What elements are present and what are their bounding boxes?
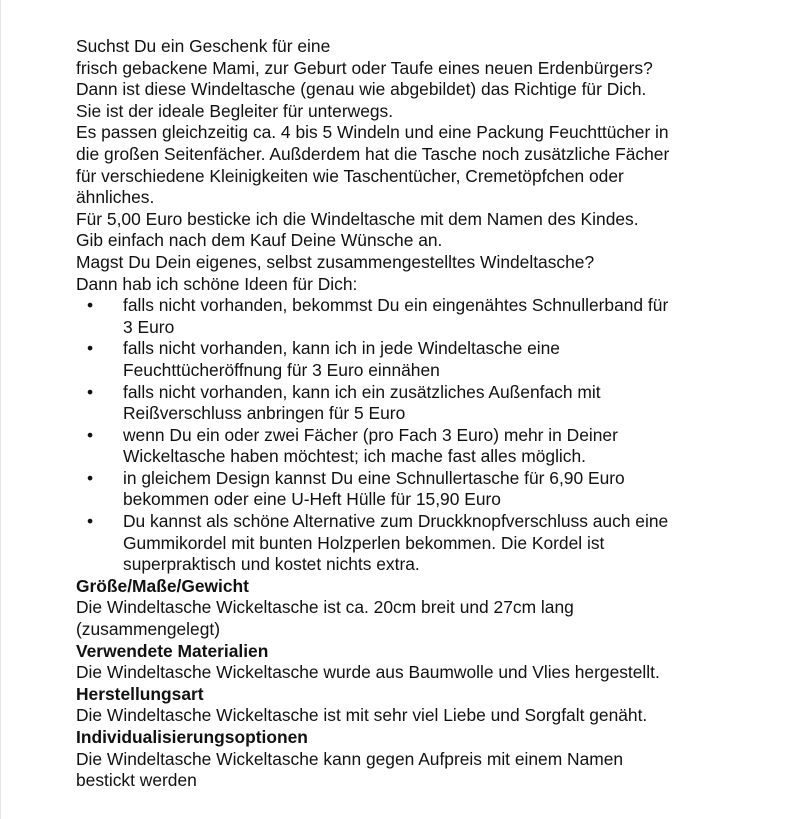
section-size <box>76 576 776 641</box>
bullet-icon: • <box>87 424 94 445</box>
list-item-text: 3 Euro <box>123 316 175 337</box>
text-line: die großen Seitenfächer. Außderdem hat die Tasche noch zusätzliche Fächer <box>76 143 670 164</box>
list-item-text: Gummikordel mit bunten Holzperlen bekommen. Die Kordel ist <box>123 532 605 553</box>
list-item-text: Du kannst als schöne Alternative zum Druckknopfverschluss auch eine <box>123 511 669 532</box>
list-item <box>76 295 776 338</box>
section-personalization <box>76 727 776 792</box>
list-item <box>76 511 776 576</box>
section-manufacturing <box>76 684 776 727</box>
text-line: Dann ist diese Windeltasche (genau wie abgebildet) das Richtige für Dich. <box>76 79 647 100</box>
bullet-icon: • <box>87 381 94 402</box>
text-line: Magst Du Dein eigenes, selbst zusammengestelltes Windeltasche? <box>76 251 595 272</box>
list-item-text: bekommen oder eine U-Heft Hülle für 15,90 Euro <box>123 489 501 510</box>
bullet-icon: • <box>87 511 94 532</box>
text-line: bestickt werden <box>76 770 197 791</box>
options-list <box>76 295 776 576</box>
section-heading: Individualisierungsoptionen <box>76 727 308 747</box>
list-item-text: in gleichem Design kannst Du eine Schnullertasche für 6,90 Euro <box>123 467 625 488</box>
text-line: Die Windeltasche Wickeltasche wurde aus Baumwolle und Vlies hergestellt. <box>76 662 660 683</box>
text-line: Die Windeltasche Wickeltasche ist ca. 20cm breit und 27cm lang <box>76 597 574 618</box>
bullet-icon: • <box>87 467 94 488</box>
list-item-text: falls nicht vorhanden, bekommst Du ein eingenähtes Schnullerband für <box>123 295 669 316</box>
list-item <box>76 468 776 511</box>
list-item-text: Wickeltasche haben möchtest; ich mache fast alles möglich. <box>123 446 586 467</box>
text-line: Für 5,00 Euro besticke ich die Windeltasche mit dem Namen des Kindes. <box>76 208 639 229</box>
list-item-text: Reißverschluss anbringen für 5 Euro <box>123 403 406 424</box>
text-line: (zusammengelegt) <box>76 619 221 640</box>
list-item <box>76 382 776 425</box>
document-page <box>76 36 776 792</box>
text-line: Dann hab ich schöne Ideen für Dich: <box>76 273 358 294</box>
list-item-text: falls nicht vorhanden, kann ich in jede Windeltasche eine <box>123 338 560 359</box>
section-heading: Verwendete Materialien <box>76 640 269 661</box>
list-item-text: wenn Du ein oder zwei Fächer (pro Fach 3 Euro) mehr in Deiner <box>123 424 618 445</box>
bullet-icon: • <box>87 295 94 316</box>
page-edge <box>0 0 1 819</box>
list-item <box>76 338 776 381</box>
text-line: Gib einfach nach dem Kauf Deine Wünsche an. <box>76 230 443 251</box>
intro-paragraph <box>76 36 776 295</box>
list-item-text: superpraktisch und kostet nichts extra. <box>123 554 420 575</box>
text-line: Es passen gleichzeitig ca. 4 bis 5 Windeln und eine Packung Feuchttücher in <box>76 122 669 143</box>
text-line: Die Windeltasche Wickeltasche kann gegen Aufpreis mit einem Namen <box>76 748 624 769</box>
text-line: für verschiedene Kleinigkeiten wie Taschentücher, Cremetöpfchen oder <box>76 165 624 186</box>
section-heading: Herstellungsart <box>76 683 204 704</box>
list-item-text: Feuchttücheröffnung für 3 Euro einnähen <box>123 359 440 380</box>
list-item-text: falls nicht vorhanden, kann ich ein zusätzliches Außenfach mit <box>123 381 601 402</box>
section-materials <box>76 641 776 684</box>
text-line: Sie ist der ideale Begleiter für unterwegs. <box>76 100 394 121</box>
text-line: Suchst Du ein Geschenk für eine <box>76 36 331 56</box>
text-line: Die Windeltasche Wickeltasche ist mit sehr viel Liebe und Sorgfalt genäht. <box>76 705 648 726</box>
bullet-icon: • <box>87 338 94 359</box>
section-heading: Größe/Maße/Gewicht <box>76 575 249 596</box>
list-item <box>76 425 776 468</box>
text-line: ähnliches. <box>76 187 155 208</box>
text-line: frisch gebackene Mami, zur Geburt oder Taufe eines neuen Erdenbürgers? <box>76 57 653 78</box>
